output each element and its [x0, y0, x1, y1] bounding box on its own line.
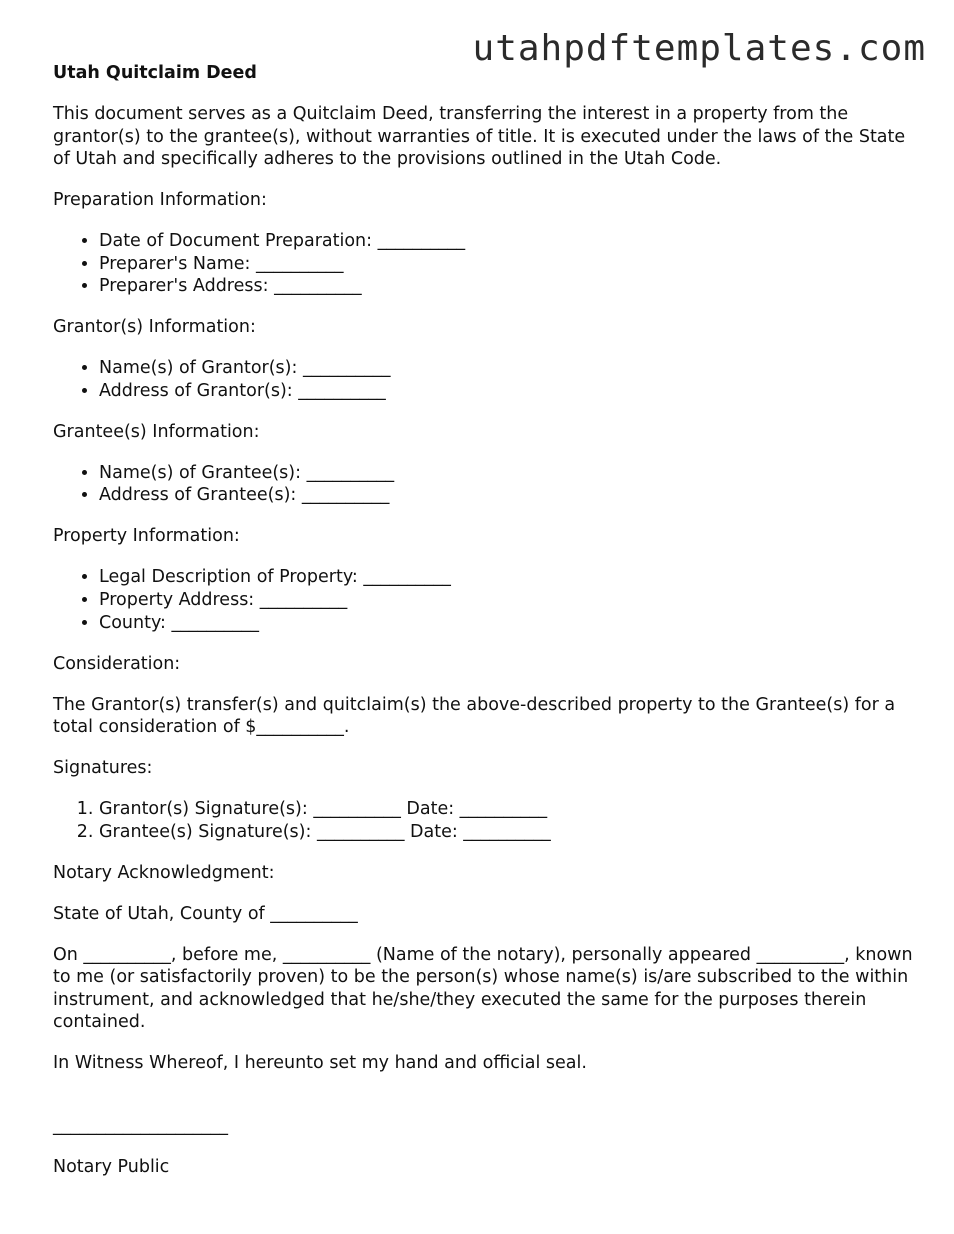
property-heading: Property Information: [53, 526, 240, 547]
grantor-list [53, 357, 913, 402]
notary-heading: Notary Acknowledgment: [53, 862, 275, 883]
list-item: • Address of Grantee(s): __________ [99, 484, 913, 507]
site-watermark: utahpdftemplates.com [472, 28, 926, 69]
signatures-heading: Signatures: [53, 758, 153, 779]
notary-body: On __________, before me, __________ (Name of the notary), personally appeared __________, known to me (or satisfactorily proven) to be the person(s) whose name(s) is/are subscribed to the within instrument, and acknowledged that he/she/they executed the same for the purposes therein contained. [53, 944, 913, 1033]
preparation-list [53, 230, 913, 298]
signatures-list [53, 798, 913, 843]
property-list [53, 566, 913, 634]
list-item: • Name(s) of Grantor(s): __________ [99, 357, 913, 380]
consideration-heading: Consideration: [53, 653, 181, 674]
list-item: • Legal Description of Property: __________ [99, 566, 913, 589]
list-item: 1. Grantor(s) Signature(s): __________ Date: __________ [99, 798, 913, 821]
list-item: • Preparer's Name: __________ [99, 253, 913, 276]
list-item: • Date of Document Preparation: __________ [99, 230, 913, 253]
intro-paragraph: This document serves as a Quitclaim Deed, transferring the interest in a property from the grantor(s) to the grantee(s), without warranties of title. It is executed under the laws of the State of Utah and specifically adheres to the provisions outlined in the Utah Code. [53, 103, 906, 170]
document-title: Utah Quitclaim Deed [53, 63, 257, 83]
grantee-heading: Grantee(s) Information: [53, 421, 260, 442]
notary-signature-line: ____________________ [53, 1116, 228, 1137]
grantor-heading: Grantor(s) Information: [53, 317, 256, 338]
notary-witness: In Witness Whereof, I hereunto set my hand and official seal. [53, 1053, 587, 1074]
list-item: • Name(s) of Grantee(s): __________ [99, 462, 913, 485]
list-item: 2. Grantee(s) Signature(s): __________ Date: __________ [99, 821, 913, 844]
notary-state-line: State of Utah, County of __________ [53, 903, 358, 924]
quitclaim-deed-document [53, 62, 913, 1197]
grantee-list [53, 462, 913, 507]
list-item: • Property Address: __________ [99, 589, 913, 612]
consideration-text: The Grantor(s) transfer(s) and quitclaim(s) the above-described property to the Grantee(s) for a total consideration of $__________. [53, 694, 896, 738]
preparation-heading: Preparation Information: [53, 190, 267, 211]
notary-title: Notary Public [53, 1157, 170, 1178]
list-item: • Preparer's Address: __________ [99, 275, 913, 298]
list-item: • Address of Grantor(s): __________ [99, 380, 913, 403]
list-item: • County: __________ [99, 612, 913, 635]
